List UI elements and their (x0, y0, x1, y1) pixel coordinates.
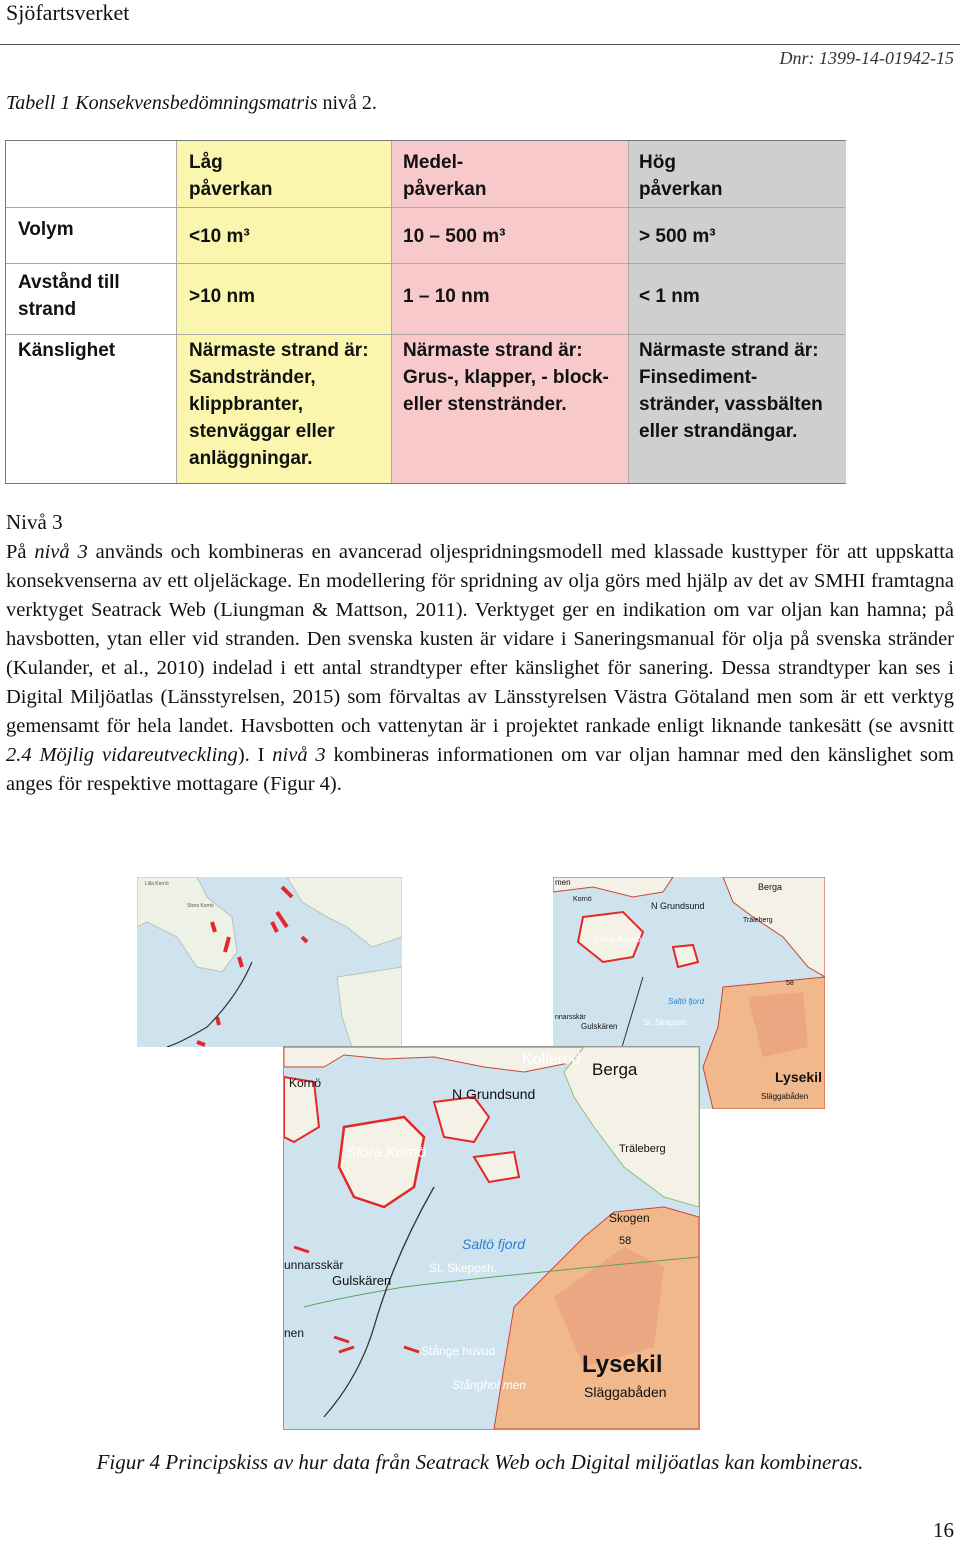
matrix-row-divider (6, 207, 845, 208)
sensitivity-medium: Närmaste strand är: Grus-, klapper, - block- eller stenstränder. (403, 340, 609, 415)
row-label-volume: Volym (18, 219, 74, 240)
row-label-sensitivity: Känslighet (18, 340, 116, 361)
map-label: men (555, 878, 571, 887)
map-label: unnarsskär (284, 1258, 344, 1272)
header-divider (0, 44, 960, 45)
seatrack-map (137, 877, 402, 1047)
map-label: Träleberg (743, 917, 773, 924)
header-low-impact: Låg påverkan (189, 152, 273, 200)
map-label: St. Skeppsh. (429, 1261, 498, 1275)
paragraph-text: ). I (237, 744, 273, 766)
map-label: nnarsskär (555, 1014, 586, 1021)
header-medium-impact: Medel- påverkan (403, 152, 487, 200)
table-caption-title: Tabell 1 Konsekvensbedömningsmatris (6, 92, 318, 114)
map-label: Berga (592, 1060, 638, 1079)
sensitivity-high: Närmaste strand är: Finsediment- stränder, vassbälten eller strandängar. (639, 340, 823, 442)
page-number: 16 (933, 1518, 954, 1542)
paragraph-text: används och kombineras en avancerad oljespridningsmodell med klassade kusttyper för att uppskatta konsekvenserna av ett oljeläckage. En modellering för spridning av olja görs med hjälp av det av SMHI framtagna verktyget Seatrack Web (Liungman & Mattson, 2011). Verktyget ger en indikation om var oljan kan hamna; på havsbotten, ytan eller vid stranden. Den svenska kusten är vidare i Saneringsmanual för olja på svenska stränder (Kulander, et al., 2010) indelad i ett antal strandtyper efter känslighet för sanering. Dessa strandtyper kan ses i Digital Miljöatlas (Länsstyrelsen, 2015) som förvaltas av Länsstyrelsen Västra Götaland men som är ett verktyg gemensamt för hela landet. Havsbotten och vattenytan är i projektet rankade enligt liknande tankesätt (se avsnitt (6, 541, 954, 737)
sensitivity-low: Närmaste strand är: Sandstränder, klippbranter, stenväggar eller anläggningar. (189, 340, 369, 469)
volume-medium: 10 – 500 m³ (403, 226, 506, 247)
map-label: Stora Kornö (593, 934, 642, 944)
map-label: Stora Kornö (187, 903, 214, 909)
map-label: Träleberg (619, 1143, 666, 1155)
organization-name: Sjöfartsverket (6, 0, 130, 25)
table-caption-level: nivå 2. (317, 92, 377, 114)
map-label: St. Skeppsh. (643, 1018, 689, 1027)
paragraph-reference: 2.4 Möjlig vidareutveckling (6, 744, 238, 766)
map-label: nen (284, 1326, 305, 1340)
table-caption (6, 92, 377, 115)
volume-high: > 500 m³ (639, 226, 716, 247)
map-label: 58 (619, 1235, 632, 1247)
matrix-row-divider (6, 263, 845, 264)
map-label: Berga (758, 882, 783, 892)
figure-caption: Figur 4 Principskiss av hur data från Seatrack Web och Digital miljöatlas kan kombineras. (96, 1450, 864, 1474)
combined-map (283, 1046, 700, 1430)
distance-high: < 1 nm (639, 286, 700, 307)
paragraph-text: På (6, 541, 35, 563)
matrix-row-divider (6, 334, 845, 335)
map-label: Saltö fjord (462, 1236, 526, 1252)
map-label: Stånge huvud (421, 1344, 496, 1358)
distance-low: >10 nm (189, 286, 256, 307)
map-label: Lysekil (775, 1069, 822, 1085)
paragraph-text: kombineras informationen om var oljan hamnar med den känslighet som anges för respektive mottagare (Figur 4). (6, 744, 955, 795)
map-label: Kolleröd (522, 1051, 581, 1068)
row-label-distance: Avstånd till strand (18, 272, 120, 320)
map-label: Släggabåden (761, 1092, 809, 1101)
map-label: Gulskären (581, 1022, 618, 1031)
volume-low: <10 m³ (189, 226, 250, 247)
map-label: N Grundsund (452, 1086, 536, 1102)
map-label: Kornö (573, 896, 592, 903)
section-paragraph (6, 538, 954, 799)
header-high-impact: Hög påverkan (639, 152, 723, 200)
map-label: Skogen (609, 1211, 650, 1225)
consequence-matrix (5, 140, 846, 484)
map-label: 58 (786, 980, 794, 987)
paragraph-emphasis: nivå 3 (272, 744, 326, 766)
map-label: N Grundsund (651, 901, 705, 911)
document-number: Dnr: 1399-14-01942-15 (779, 48, 954, 68)
map-label: Släggabåden (584, 1384, 667, 1400)
map-label: Lilla Kornö (145, 881, 169, 887)
distance-medium: 1 – 10 nm (403, 286, 490, 307)
map-label: Stånghol men (452, 1378, 527, 1392)
map-label: Saltö fjord (668, 997, 705, 1006)
section-heading: Nivå 3 (6, 510, 63, 534)
map-label: Kornö (289, 1076, 322, 1090)
map-label: Lysekil (582, 1351, 663, 1378)
map-label: Gulskären (332, 1273, 392, 1288)
map-label: Stora Kornö (346, 1144, 427, 1161)
paragraph-emphasis: nivå 3 (34, 541, 88, 563)
